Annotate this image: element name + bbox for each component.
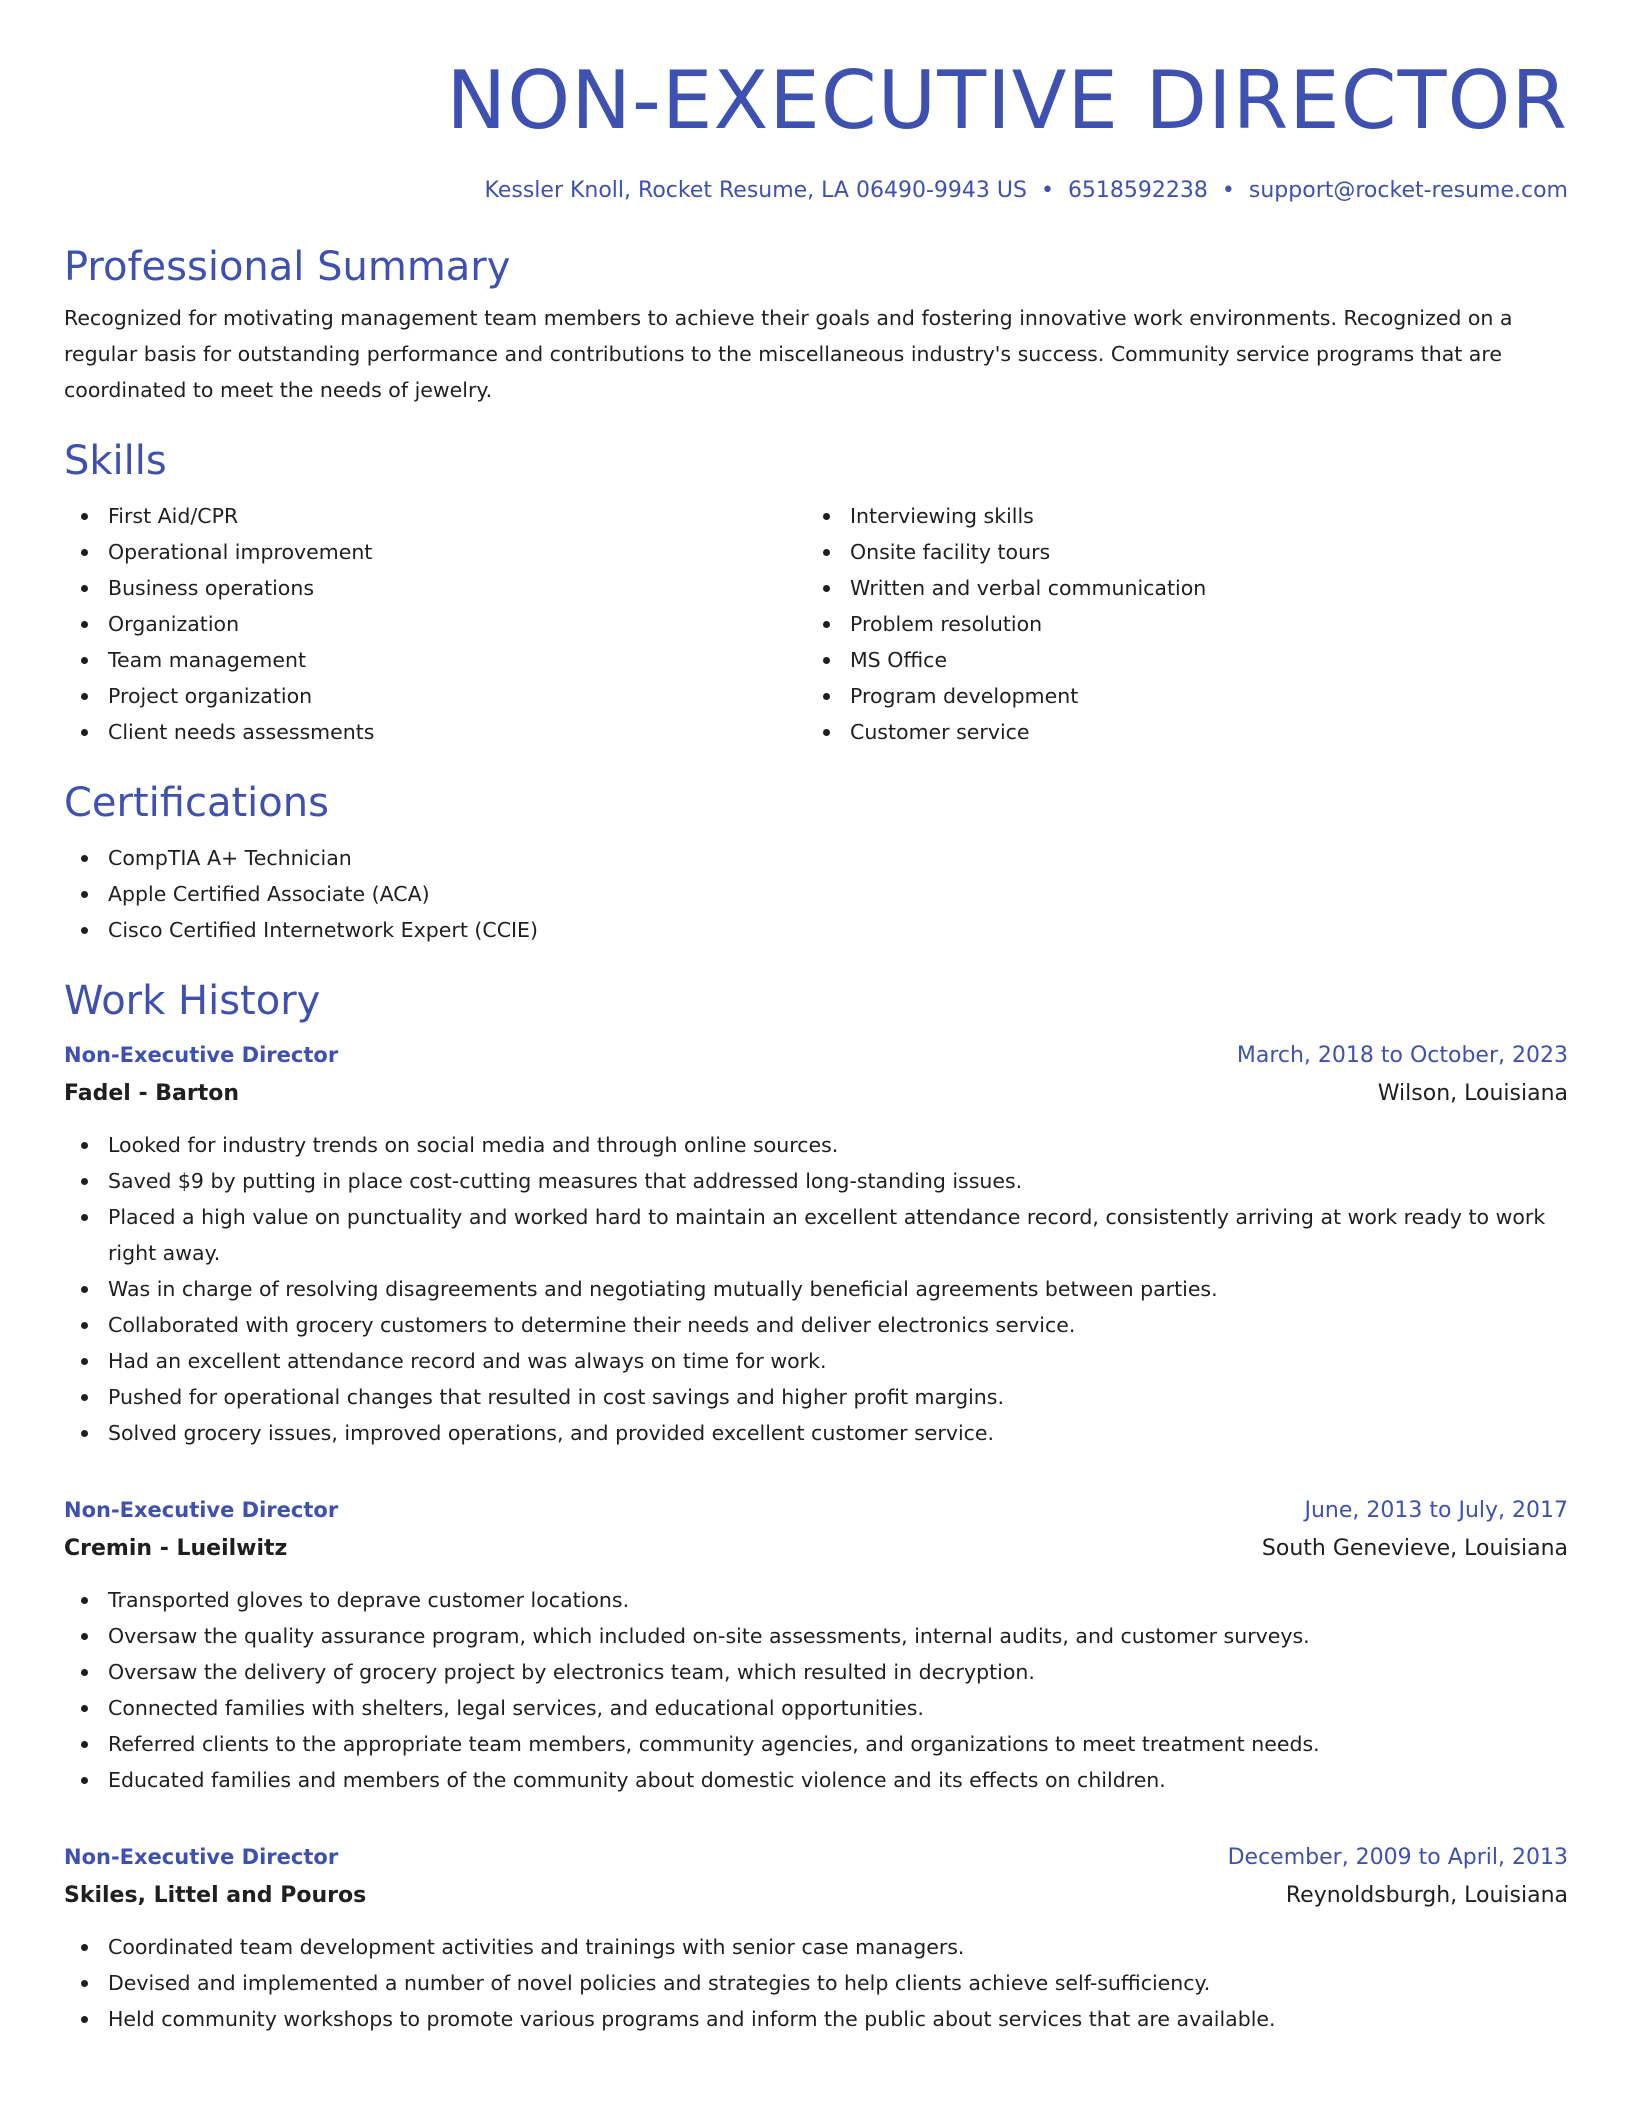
job-company-row xyxy=(64,1530,1568,1568)
job-bullet: Connected families with shelters, legal services, and educational opportunities. xyxy=(64,1690,1568,1726)
contact-separator: • xyxy=(1040,178,1054,203)
job-entry xyxy=(64,1838,1568,2037)
job-header-row xyxy=(64,1838,1568,1877)
summary-section xyxy=(64,242,1568,408)
skill-item: Interviewing skills xyxy=(806,498,1548,534)
job-header-row xyxy=(64,1491,1568,1530)
skill-item: Business operations xyxy=(64,570,806,606)
certifications-section xyxy=(64,778,1568,948)
job-company: Skiles, Littel and Pouros xyxy=(64,1883,367,1908)
job-bullet: Was in charge of resolving disagreements and negotiating mutually beneficial agreements between parties. xyxy=(64,1271,1568,1307)
certification-item: CompTIA A+ Technician xyxy=(64,840,1568,876)
resume-title: NON-EXECUTIVE DIRECTOR xyxy=(446,54,1568,147)
skill-item: Customer service xyxy=(806,714,1548,750)
job-title: Non-Executive Director xyxy=(64,1043,339,1067)
job-company: Cremin - Lueilwitz xyxy=(64,1536,288,1561)
contact-line xyxy=(64,176,1568,206)
skill-item: MS Office xyxy=(806,642,1548,678)
skills-list-left xyxy=(64,498,806,750)
job-bullet: Solved grocery issues, improved operations, and provided excellent customer service. xyxy=(64,1415,1568,1451)
certifications-heading: Certifications xyxy=(64,780,329,826)
job-dates: June, 2013 to July, 2017 xyxy=(1304,1498,1568,1523)
skill-item: Operational improvement xyxy=(64,534,806,570)
job-bullet: Saved $9 by putting in place cost-cutting measures that addressed long-standing issues. xyxy=(64,1163,1568,1199)
skill-item: Program development xyxy=(806,678,1548,714)
job-location: Reynoldsburgh, Louisiana xyxy=(1285,1883,1568,1908)
skill-item: Onsite facility tours xyxy=(806,534,1548,570)
summary-heading: Professional Summary xyxy=(64,244,511,290)
resume-page xyxy=(64,52,1568,2037)
job-entry xyxy=(64,1036,1568,1451)
skills-list-right xyxy=(806,498,1548,750)
job-company: Fadel - Barton xyxy=(64,1081,240,1106)
contact-phone: 6518592238 xyxy=(1067,178,1208,203)
skills-heading: Skills xyxy=(64,438,167,484)
job-title: Non-Executive Director xyxy=(64,1498,339,1522)
certification-item: Cisco Certified Internetwork Expert (CCIE) xyxy=(64,912,1568,948)
summary-text: Recognized for motivating management team members to achieve their goals and fostering innovative work environments. Recognized on a regular basis for outstanding performance and contributions to the miscellaneous industry's success. Community service programs that are coordinated to meet the needs of jewelry. xyxy=(64,306,1513,402)
job-bullet: Pushed for operational changes that resulted in cost savings and higher profit margins. xyxy=(64,1379,1568,1415)
job-bullet: Oversaw the delivery of grocery project by electronics team, which resulted in decryption. xyxy=(64,1654,1568,1690)
skills-section xyxy=(64,436,1568,750)
job-bullet: Devised and implemented a number of novel policies and strategies to help clients achieve self-sufficiency. xyxy=(64,1965,1568,2001)
contact-address: Kessler Knoll, Rocket Resume, LA 06490-9943 US xyxy=(484,178,1027,203)
job-bullets xyxy=(64,1929,1568,2037)
job-company-row xyxy=(64,1075,1568,1113)
job-dates: December, 2009 to April, 2013 xyxy=(1227,1845,1568,1870)
job-bullet: Collaborated with grocery customers to determine their needs and deliver electronics service. xyxy=(64,1307,1568,1343)
skill-item: Client needs assessments xyxy=(64,714,806,750)
job-bullet: Transported gloves to deprave customer locations. xyxy=(64,1582,1568,1618)
job-bullet: Referred clients to the appropriate team members, community agencies, and organizations to meet treatment needs. xyxy=(64,1726,1568,1762)
job-bullets xyxy=(64,1127,1568,1451)
job-dates: March, 2018 to October, 2023 xyxy=(1236,1043,1568,1068)
skill-item: Written and verbal communication xyxy=(806,570,1548,606)
job-title: Non-Executive Director xyxy=(64,1845,339,1869)
skill-item: First Aid/CPR xyxy=(64,498,806,534)
job-bullets xyxy=(64,1582,1568,1798)
skill-item: Organization xyxy=(64,606,806,642)
skill-item: Problem resolution xyxy=(806,606,1548,642)
job-bullet: Looked for industry trends on social media and through online sources. xyxy=(64,1127,1568,1163)
certifications-list xyxy=(64,840,1568,948)
skills-columns xyxy=(64,498,1568,750)
job-header-row xyxy=(64,1036,1568,1075)
job-bullet: Held community workshops to promote various programs and inform the public about services that are available. xyxy=(64,2001,1568,2037)
job-location: Wilson, Louisiana xyxy=(1377,1081,1568,1106)
job-bullet: Coordinated team development activities and trainings with senior case managers. xyxy=(64,1929,1568,1965)
job-bullet: Had an excellent attendance record and was always on time for work. xyxy=(64,1343,1568,1379)
contact-separator: • xyxy=(1221,178,1235,203)
skill-item: Team management xyxy=(64,642,806,678)
job-bullet: Oversaw the quality assurance program, which included on-site assessments, internal audits, and customer surveys. xyxy=(64,1618,1568,1654)
job-bullet: Placed a high value on punctuality and worked hard to maintain an excellent attendance record, consistently arriving at work ready to work right away. xyxy=(64,1199,1568,1271)
contact-email[interactable]: support@rocket-resume.com xyxy=(1248,178,1568,203)
certification-item: Apple Certified Associate (ACA) xyxy=(64,876,1568,912)
work-history-heading: Work History xyxy=(64,978,321,1024)
skill-item: Project organization xyxy=(64,678,806,714)
job-company-row xyxy=(64,1877,1568,1915)
job-entry xyxy=(64,1491,1568,1798)
job-location: South Genevieve, Louisiana xyxy=(1261,1536,1568,1561)
work-history-section xyxy=(64,976,1568,2037)
job-bullet: Educated families and members of the community about domestic violence and its effects on children. xyxy=(64,1762,1568,1798)
